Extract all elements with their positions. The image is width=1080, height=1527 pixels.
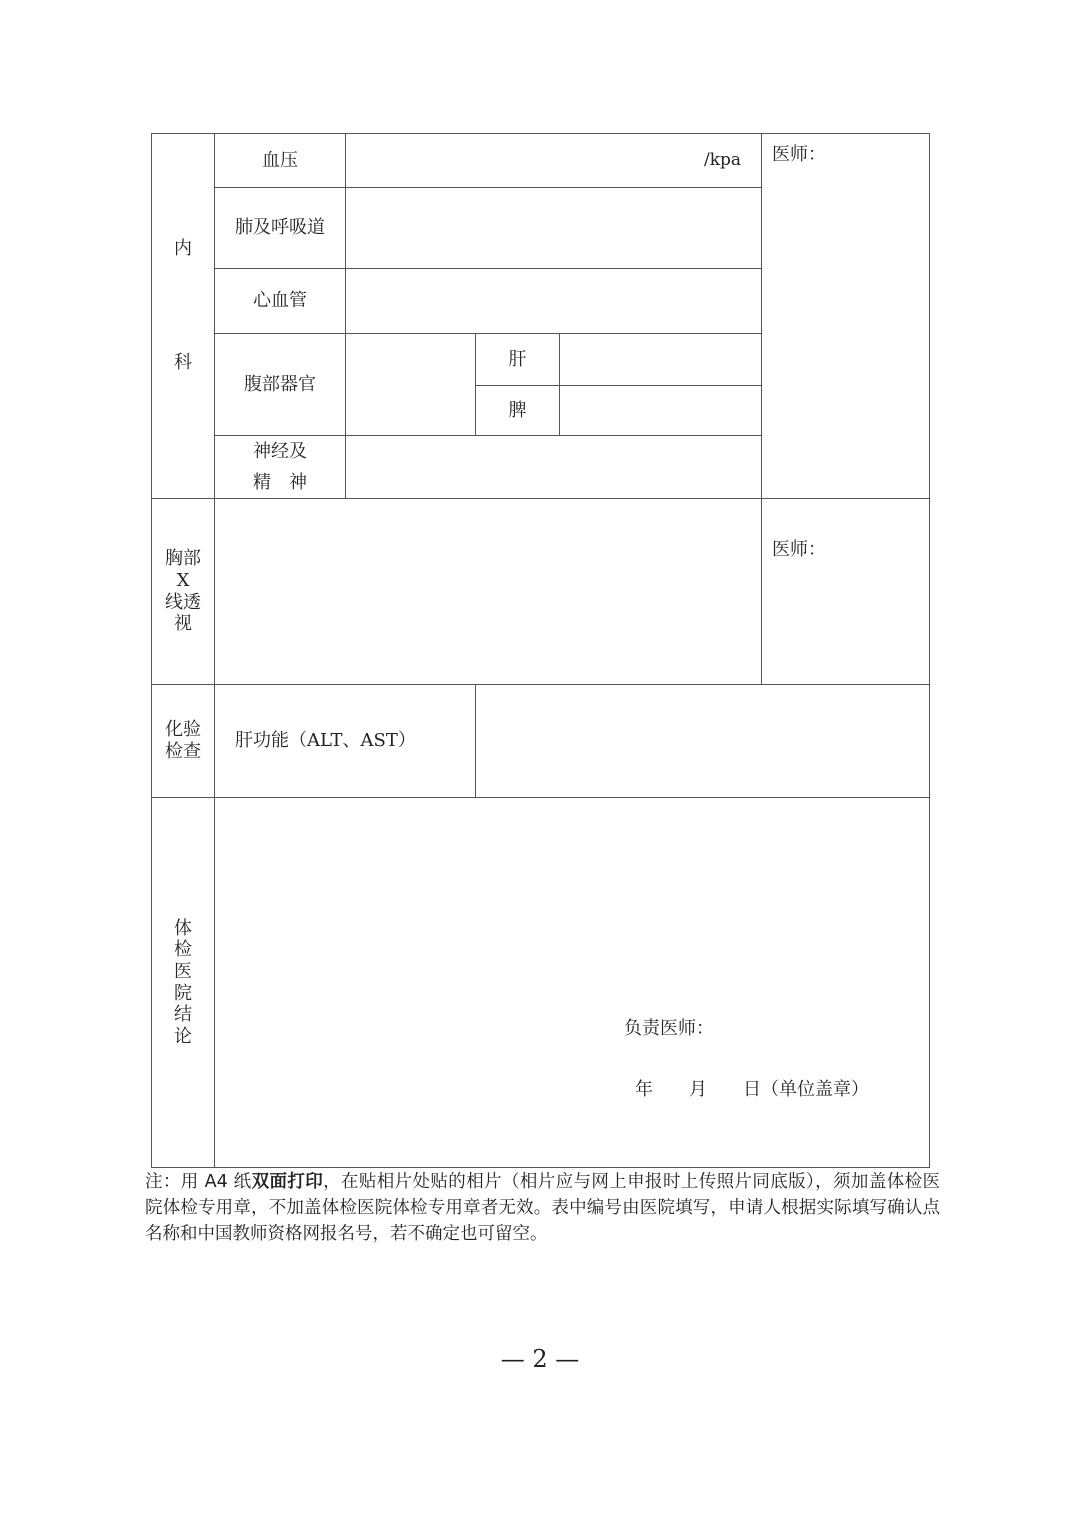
liver-label: 肝 [476,334,560,386]
medical-exam-form [151,133,930,1168]
note-bold: 双面打印 [251,1172,324,1192]
chest-label-line: X [176,569,190,591]
conclusion-label-char: 医 [174,960,192,982]
date-stamp-line: 年 月 日（单位盖章） [635,1079,869,1100]
blood-pressure-field[interactable] [346,134,762,188]
cardio-field[interactable] [346,269,762,334]
spleen-field[interactable] [560,386,762,436]
spleen-label: 脾 [476,386,560,436]
internal-medicine-label [152,134,215,499]
liver-field[interactable] [560,334,762,386]
section-label-char: 科 [174,352,192,373]
conclusion-label [152,798,215,1168]
conclusion-field[interactable] [215,798,930,1168]
chest-label-line: 线透 [165,591,201,613]
bp-unit: /kpa [703,150,742,171]
cardio-label: 心血管 [215,269,346,334]
doctor-label: 医师： [772,144,827,165]
chest-label-line: 视 [174,613,192,635]
chest-xray-label [152,499,215,685]
blood-pressure-label: 血压 [215,134,346,188]
note-a4: A4 [204,1172,228,1192]
chest-doctor-sign[interactable] [762,499,930,685]
note-rest: ，在贴相片处贴的相片（相片应与网上申报时上传照片同底版），须加盖体检医院体检专用章，不加盖体检医院体检专用章者无效。表中编号由医院填写，申请人根据实际填写确认点名称和中国教师资格网报名号，若不确定也可留空。 [145,1172,940,1244]
responsible-doctor-label: 负责医师： [624,1018,714,1039]
neuro-field[interactable] [346,436,762,499]
page-number: — 2 — [500,1345,580,1373]
chest-label-line: 胸部 [165,548,201,570]
section-label-char: 内 [174,238,192,260]
lungs-label: 肺及呼吸道 [215,188,346,269]
neuro-label-line: 神经及 [253,441,307,462]
lab-label-line: 化验 [165,719,201,741]
liver-function-label: 肝功能（ALT、AST） [215,685,476,798]
neuro-label-line: 精 神 [253,472,307,493]
abdomen-field[interactable] [346,334,476,436]
conclusion-label-char: 结 [174,1004,192,1026]
note-prefix: 注：用 [145,1172,205,1192]
doctor-label: 医师： [772,539,827,560]
lab-test-label [152,685,215,798]
lungs-field[interactable] [346,188,762,269]
conclusion-label-char: 检 [174,939,192,961]
note-paper: 纸 [227,1172,252,1192]
footnote [145,1169,940,1247]
liver-function-field[interactable] [476,685,930,798]
chest-xray-field[interactable] [215,499,762,685]
lab-label-line: 检查 [165,741,201,762]
conclusion-label-char: 体 [174,917,192,939]
neuro-label [215,436,346,499]
abdomen-label: 腹部器官 [215,334,346,436]
conclusion-label-char: 论 [174,1025,192,1047]
conclusion-label-char: 院 [174,982,192,1004]
internal-doctor-sign[interactable] [762,134,930,499]
